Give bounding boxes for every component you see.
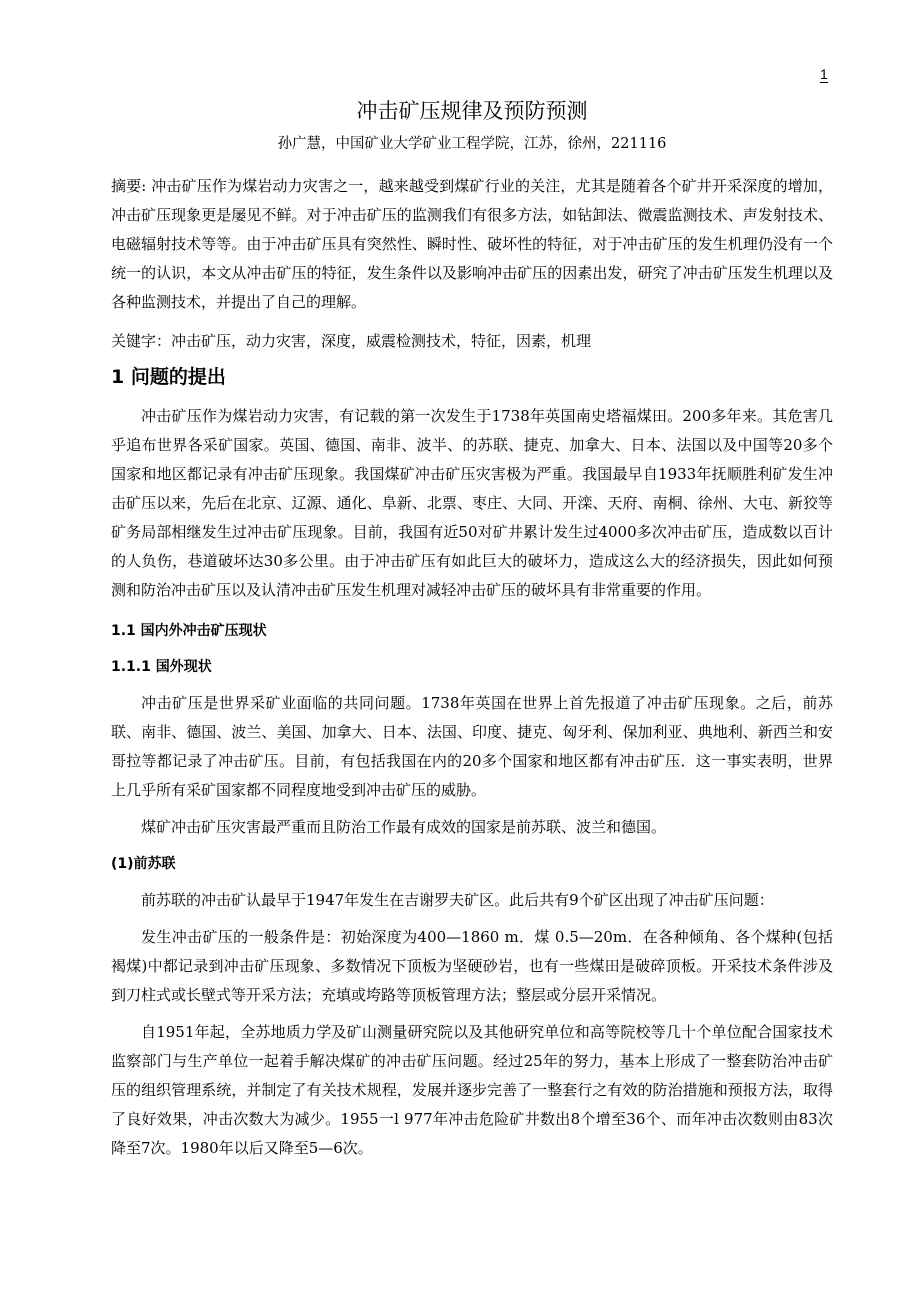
subheading-former-soviet-union: (1)前苏联 bbox=[111, 856, 176, 872]
document-body bbox=[111, 96, 833, 1163]
author-affiliation: 孙广慧，中国矿业大学矿业工程学院，江苏，徐州，221116 bbox=[277, 136, 667, 152]
foreign-status-paragraph-1: 冲击矿压是世界采矿业面临的共同问题。1738年英国在世界上首先报道了冲击矿压现象。之后，前苏联、南非、德国、波兰、美国、加拿大、日本、法国、印度、捷克、匈牙利、保加利亚、典地利、新西兰和安哥拉等都记录了冲击矿压。目前，有包括我国在内的20多个国家和地区都有冲击矿压．这一事实表明，世界上几乎所有采矿国家都不同程度地受到冲击矿压的威胁。 bbox=[111, 694, 833, 799]
page-number: 1 bbox=[820, 66, 828, 82]
section-heading-1-1-1: 1.1.1 国外现状 bbox=[111, 659, 212, 675]
soviet-paragraph-3: 自1951年起，全苏地质力学及矿山测量研究院以及其他研究单位和高等院校等几十个单位配合国家技术监察部门与生产单位一起着手解决煤矿的冲击矿压问题。经过25年的努力，基本上形成了一整套防治冲击矿压的组织管理系统，并制定了有关技术规程，发展并逐步完善了一整套行之有效的防治措施和预报方法，取得了良好效果，冲击次数大为减少。1955一l 977年冲击危险矿井数出8个增至36个、而年冲击次数则由83次降至7次。1980年以后又降至5—6次。 bbox=[111, 1023, 833, 1157]
soviet-paragraph-1: 前苏联的冲击矿认最早于1947年发生在吉谢罗夫矿区。此后共有9个矿区出现了冲击矿压问题： bbox=[141, 891, 774, 909]
soviet-paragraph-2: 发生冲击矿压的一般条件是：初始深度为400—1860 m．煤 0.5—20m．在各种倾角、各个煤种(包括褐煤)中都记录到冲击矿压现象、多数情况下顶板为坚硬砂岩，也有一些煤田是破碎顶板。开采技术条件涉及到刀柱式或长壁式等开采方法；充填或垮路等顶板管理方法；整层或分层开采情况。 bbox=[111, 928, 833, 1004]
paper-title: 冲击矿压规律及预防预测 bbox=[356, 99, 588, 123]
foreign-status-paragraph-2: 煤矿冲击矿压灾害最严重而且防治工作最有成效的国家是前苏联、波兰和德国。 bbox=[141, 818, 667, 836]
section-1-paragraph: 冲击矿压作为煤岩动力灾害，有记载的第一次发生于1738年英国南史塔福煤田。200多年来。其危害几乎追布世界各采矿国家。英国、德国、南非、波半、的苏联、捷克、加拿大、日本、法国以及中国等20多个国家和地区都记录有冲击矿压现象。我国煤矿冲击矿压灾害极为严重。我国最早自1933年抚顺胜利矿发生冲击矿压以来，先后在北京、辽源、通化、阜新、北票、枣庄、大同、开滦、天府、南桐、徐州、大屯、新狡等矿务局部相继发生过冲击矿压现象。目前，我国有近50对矿井累计发生过4000多次冲击矿压，造成数以百计的人负伤，巷道破坏达30多公里。由于冲击矿压有如此巨大的破坏力，造成这么大的经济损失，因此如何预测和防治冲击矿压以及认清冲击矿压发生机理对减轻冲击矿压的破坏具有非常重要的作用。 bbox=[111, 407, 833, 599]
section-heading-1-1: 1.1 国内外冲击矿压现状 bbox=[111, 623, 267, 639]
section-heading-1: 1 问题的提出 bbox=[111, 366, 226, 388]
keywords: 关键字：冲击矿压，动力灾害，深度，威震检测技术，特征，因素，机理 bbox=[111, 332, 592, 350]
abstract: 摘要: 冲击矿压作为煤岩动力灾害之一，越来越受到煤矿行业的关注，尤其是随着各个矿井开采深度的增加，冲击矿压现象更是屡见不鲜。对于冲击矿压的监测我们有很多方法，如钻卸法、微震监测技术、声发射技术、电磁辐射技术等等。由于冲击矿压具有突然性、瞬时性、破坏性的特征，对于冲击矿压的发生机理仍没有一个统一的认识，本文从冲击矿压的特征，发生条件以及影响冲击矿压的因素出发，研究了冲击矿压发生机理以及各种监测技术，并提出了自己的理解。 bbox=[111, 177, 833, 311]
